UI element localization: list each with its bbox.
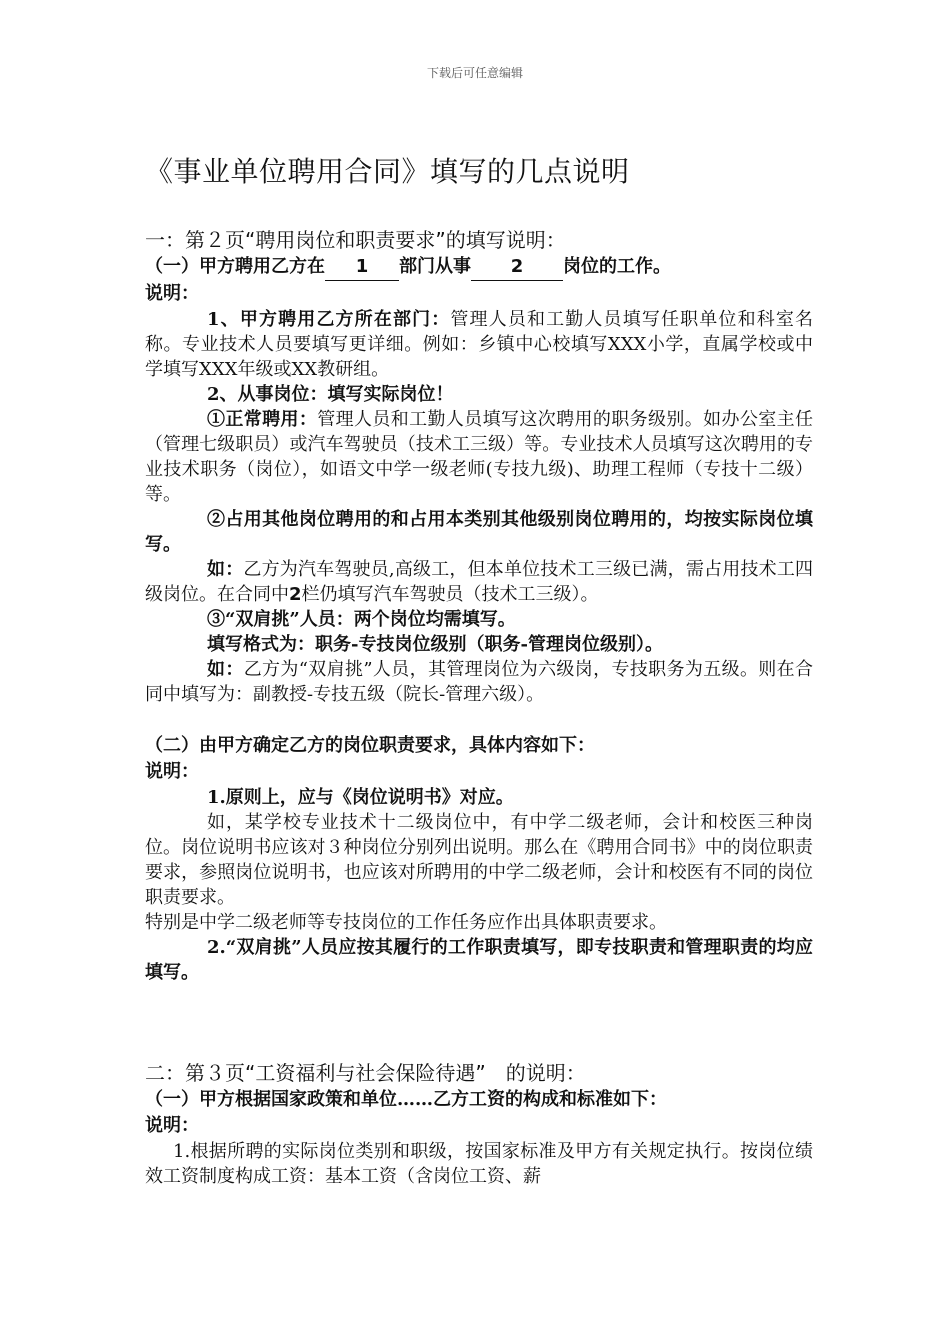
section1-sub2-heading: （二）由甲方确定乙方的岗位职责要求，具体内容如下： <box>145 735 595 756</box>
section1-sub2-label: 说明： <box>145 761 199 782</box>
section1-sub1-heading: （一）甲方聘用乙方在 1 部门从事 2 岗位的工作。 <box>145 254 813 281</box>
item-other-position-example: 如：乙方为汽车驾驶员,高级工，但本单位技术工三级已满，需占用技术工四级岗位。在合同中2栏仍填写汽车驾驶员（技术工三级）。 <box>145 559 814 605</box>
item-job-description-text: 如，某学校专业技术十二级岗位中，有中学二级老师，会计和校医三种岗位。岗位说明书应该对３种岗位分别列出说明。那么在《聘用合同书》中的岗位职责要求，参照岗位说明书，也应该对所聘用的中学二级老师，会计和校医有不同的岗位职责要求。 <box>145 812 813 908</box>
item-normal-hire: ①正常聘用：管理人员和工勤人员填写这次聘用的职务级别。如办公室主任（管理七级职员）或汽车驾驶员（技术工三级）等。专业技术人员填写这次聘用的专业技术职务（岗位），如语文中学一级老师(专技九级)、助理工程师（专技十二级）等。 <box>145 409 813 505</box>
blank-department: 1 <box>325 254 399 281</box>
header-note: 下载后可任意编辑 <box>426 66 523 80</box>
blank-position: 2 <box>471 254 563 281</box>
item-job-description: 1.原则上，应与《岗位说明书》对应。 <box>207 787 514 808</box>
document-body <box>145 150 813 1189</box>
item-salary: 1.根据所聘的实际岗位类别和职级，按国家标准及甲方有关规定执行。按岗位绩效工资制度构成工资：基本工资（含岗位工资、薪 <box>145 1141 813 1187</box>
item-dual-role: ③“双肩挑”人员：两个岗位均需填写。 <box>207 609 516 630</box>
document-title: 《事业单位聘用合同》填写的几点说明 <box>145 155 630 188</box>
section2-sub1-heading: （一）甲方根据国家政策和单位……乙方工资的构成和标准如下： <box>145 1089 667 1110</box>
section2-label: 说明： <box>145 1115 199 1136</box>
section1-heading: 一：第２页“聘用岗位和职责要求”的填写说明： <box>145 228 566 252</box>
item-dual-role-duties: 2.“双肩挑”人员应按其履行的工作职责填写，即专技职责和管理职责的均应填写。 <box>145 937 813 983</box>
section2-heading: 二：第３页“工资福利与社会保险待遇” 的说明： <box>145 1061 586 1085</box>
item-dual-role-example: 如：乙方为“双肩挑”人员，其管理岗位为六级岗，专技职务为五级。则在合同中填写为：副教授-专技五级（院长-管理六级）。 <box>145 659 813 705</box>
item-department: 1、甲方聘用乙方所在部门：管理人员和工勤人员填写任职单位和科室名称。专业技术人员要填写更详细。例如：乡镇中心校填写XXX小学，直属学校或中学填写XXX年级或XX教研组。 <box>145 309 813 380</box>
item-job-description-text2: 特别是中学二级老师等专技岗位的工作任务应作出具体职责要求。 <box>145 912 667 933</box>
item-other-position: ②占用其他岗位聘用的和占用本类别其他级别岗位聘用的，均按实际岗位填写。 <box>145 509 813 555</box>
section1-sub1-label: 说明： <box>145 283 199 304</box>
item-dual-role-format: 填写格式为：职务-专技岗位级别（职务-管理岗位级别）。 <box>207 634 663 655</box>
item-position: 2、从事岗位：填写实际岗位！ <box>207 384 454 405</box>
